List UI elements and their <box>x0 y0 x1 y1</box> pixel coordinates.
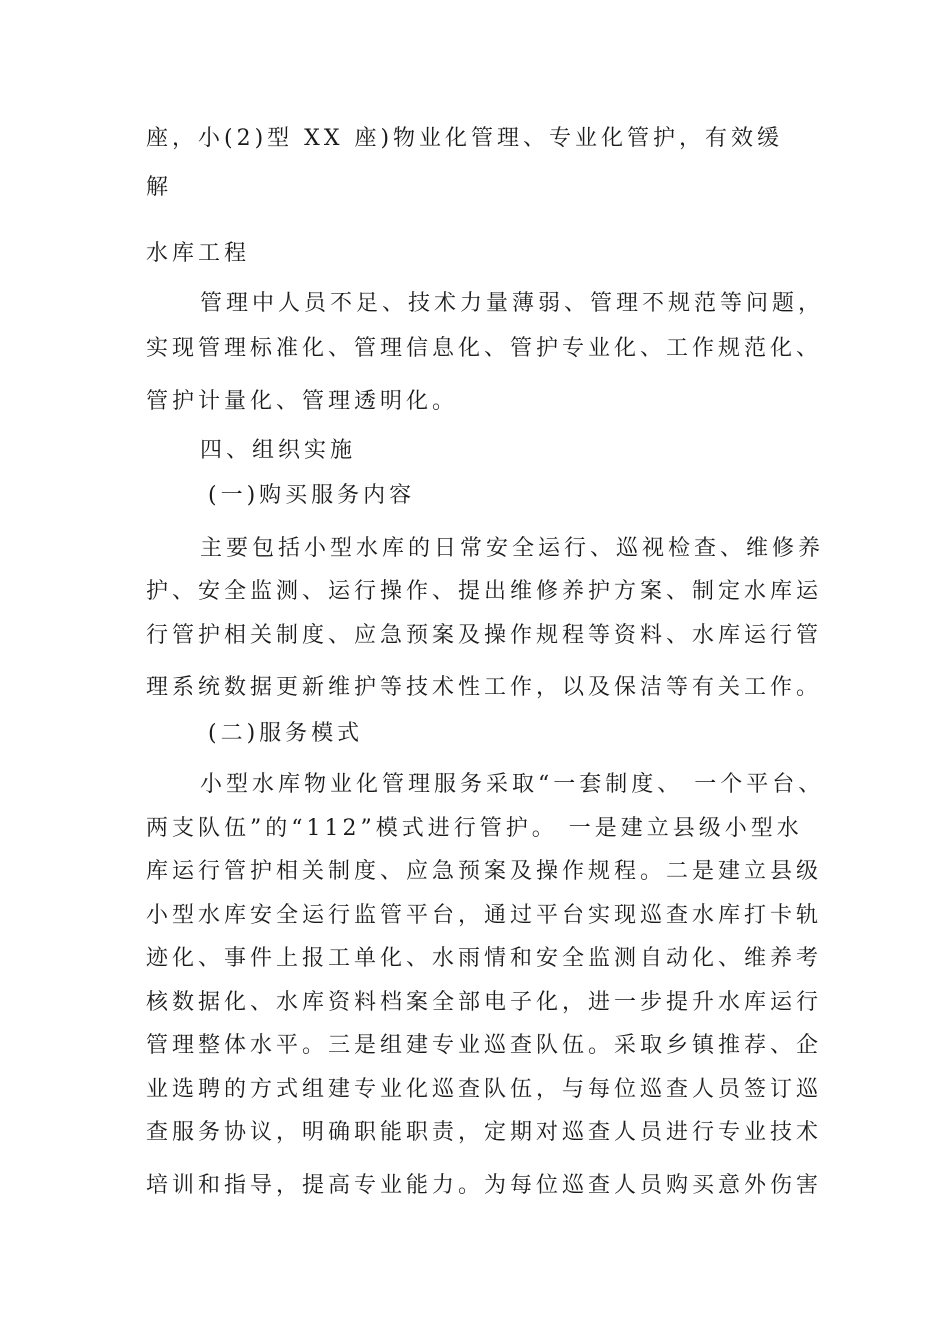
text-line: 核数据化、水库资料档案全部电子化，进一步提升水库运行 <box>146 990 823 1015</box>
text-line: 护、安全监测、运行操作、提出维修养护方案、制定水库运 <box>146 579 823 604</box>
text-line: 库运行管护相关制度、应急预案及操作规程。二是建立县级 <box>146 859 823 884</box>
text-line: 管理整体水平。三是组建专业巡查队伍。采取乡镇推荐、企 <box>146 1033 823 1058</box>
text-line: 两支队伍”的“112”模式进行管护。 一是建立县级小型水 <box>146 816 803 841</box>
subsection-heading: (一)购买服务内容 <box>208 483 416 508</box>
text-line: 迹化、事件上报工单化、水雨情和安全监测自动化、维养考 <box>146 946 823 971</box>
text-line: 管理中人员不足、技术力量薄弱、管理不规范等问题， <box>200 291 825 316</box>
section-heading: 水库工程 <box>146 241 251 266</box>
text-line: 培训和指导，提高专业能力。为每位巡查人员购买意外伤害 <box>146 1173 823 1198</box>
subsection-heading: (二)服务模式 <box>208 721 364 746</box>
text-line: 解 <box>146 175 173 200</box>
text-line: 查服务协议，明确职能职责，定期对巡查人员进行专业技术 <box>146 1120 823 1145</box>
text-line: 实现管理标准化、管理信息化、管护专业化、工作规范化、 <box>146 336 823 361</box>
text-line: 主要包括小型水库的日常安全运行、巡视检查、维修养 <box>200 536 825 561</box>
text-line: 小型水库安全运行监管平台，通过平台实现巡查水库打卡轨 <box>146 903 823 928</box>
text-line: 管护计量化、管理透明化。 <box>146 389 459 414</box>
text-line: 行管护相关制度、应急预案及操作规程等资料、水库运行管 <box>146 623 823 648</box>
text-line: 小型水库物业化管理服务采取“一套制度、 一个平台、 <box>200 772 825 797</box>
text-line: 业选聘的方式组建专业化巡查队伍，与每位巡查人员签订巡 <box>146 1077 823 1102</box>
section-heading: 四、组织实施 <box>200 438 357 463</box>
text-line: 座，小(2)型 XX 座)物业化管理、专业化管护，有效缓 <box>146 126 784 151</box>
text-line: 理系统数据更新维护等技术性工作，以及保洁等有关工作。 <box>146 675 823 700</box>
